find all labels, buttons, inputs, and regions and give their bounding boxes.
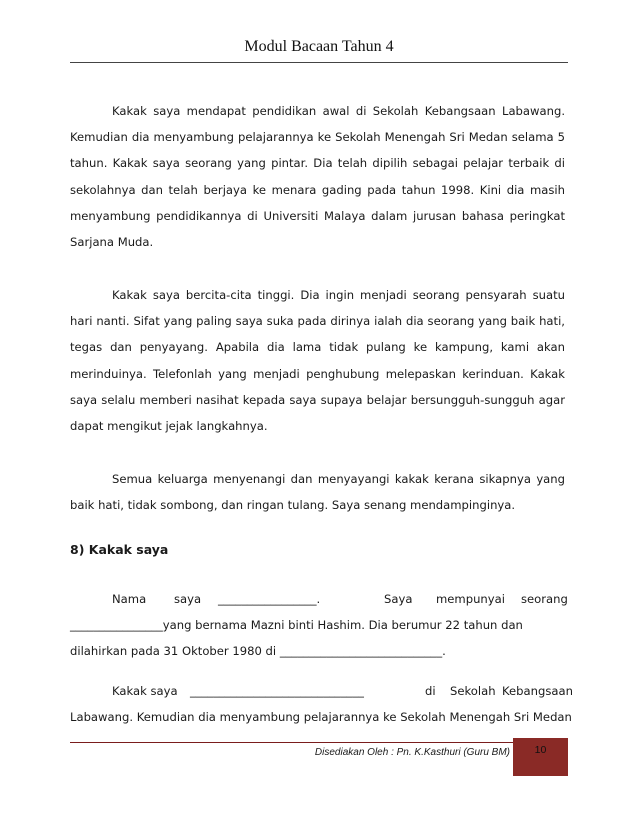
page-number: 10 — [513, 738, 568, 776]
exercise-word: Kakak saya — [112, 684, 178, 698]
header-divider — [70, 62, 568, 63]
exercise-line-3 — [70, 638, 565, 664]
exercise-line-2 — [70, 612, 565, 638]
paragraph-3: Semua keluarga menyenangi dan menyayangi kakak kerana sikapnya yang baik hati, tidak sombong, dan ringan tulang. Saya senang mendampinginya. — [70, 472, 565, 513]
exercise-word: Saya — [384, 592, 413, 606]
exercise-word: Nama — [112, 592, 147, 606]
exercise-line-1 — [70, 586, 568, 612]
exercise-text: ________________yang bernama Mazni binti Hashim. Dia berumur 22 tahun dan — [70, 618, 523, 632]
paragraph-1: Kakak saya mendapat pendidikan awal di Sekolah Kebangsaan Labawang. Kemudian dia menyambung pelajarannya ke Sekolah Menengah Sri Medan selama 5 tahun. Kakak saya seorang yang pintar. Dia telah dipilih sebagai pelajar terbaik di sekolahnya dan telah berjaya ke menara gading pada tahun 1998. Kini dia masih menyambung pendidikannya di Universiti Malaya dalam jurusan bahasa peringkat Sarjana Muda. — [70, 104, 565, 250]
exercise-word: Kebangsaan — [502, 684, 573, 698]
exercise-text: Labawang. Kemudian dia menyambung pelajarannya ke Sekolah Menengah Sri Medan — [70, 710, 572, 724]
exercise-blank: ______________________________ — [190, 684, 364, 698]
exercise-line-5 — [70, 704, 572, 730]
exercise-blank: _________________. — [218, 592, 321, 606]
paragraph-2: Kakak saya bercita-cita tinggi. Dia ingin menjadi seorang pensyarah suatu hari nanti. Sifat yang paling saya suka pada dirinya ialah dia seorang yang baik hati, tegas dan penyayang. Apabila dia lama tidak pulang ke kampung, kami akan merinduinya. Telefonlah yang menjadi penghubung melepaskan kerinduan. Kakak saya selalu memberi nasihat kepada saya supaya belajar bersungguh-sungguh agar dapat mengikut jejak langkahnya. — [70, 288, 565, 434]
exercise-line-4 — [70, 678, 573, 704]
exercise-word: saya — [174, 592, 202, 606]
page-header-title: Modul Bacaan Tahun 4 — [244, 38, 394, 55]
footer-credit: Disediakan Oleh : Pn. K.Kasthuri (Guru BM) — [314, 747, 510, 758]
exercise-word: Sekolah — [450, 684, 496, 698]
exercise-word: seorang — [521, 592, 568, 606]
exercise-word: di — [425, 684, 436, 698]
footer-divider — [70, 742, 513, 743]
exercise-text: dilahirkan pada 31 Oktober 1980 di ____________________________. — [70, 644, 446, 658]
section-heading: 8) Kakak saya — [70, 542, 169, 557]
exercise-word: mempunyai — [436, 592, 505, 606]
